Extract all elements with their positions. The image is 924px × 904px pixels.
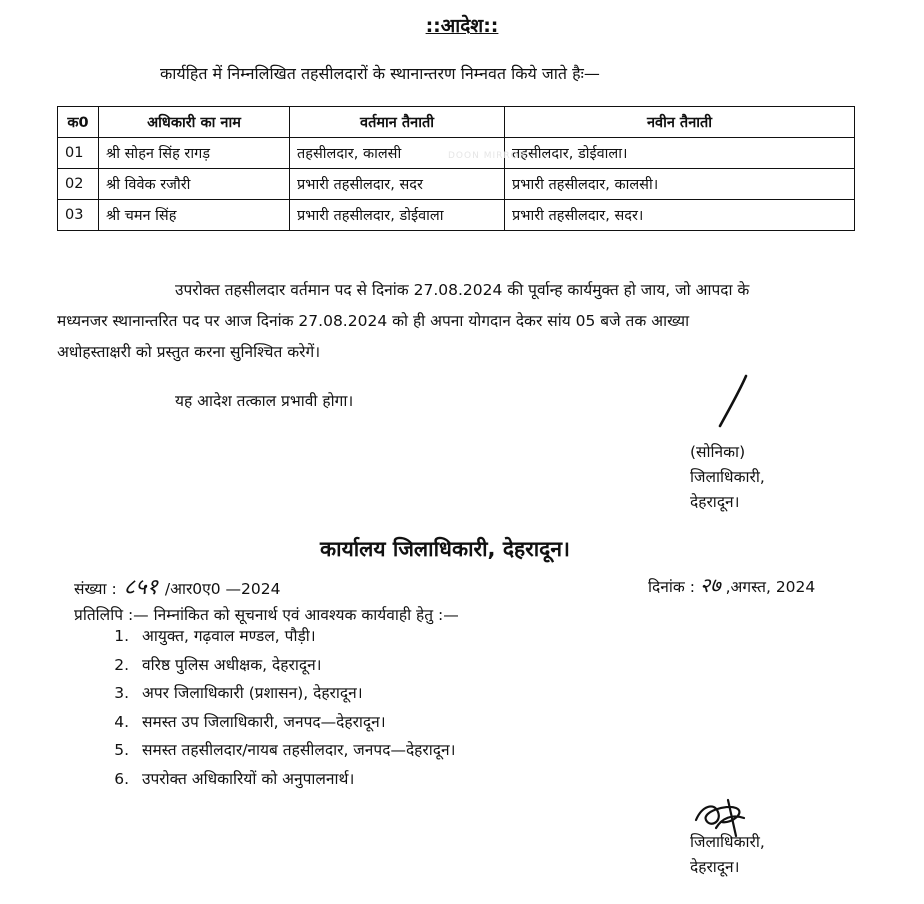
list-item: 1. आयुक्त, गढ़वाल मण्डल, पौड़ी। bbox=[134, 622, 734, 651]
cell-new-posting: प्रभारी तहसीलदार, कालसी। bbox=[505, 169, 855, 200]
cell-new-posting: तहसीलदार, डोईवाला। bbox=[505, 138, 855, 169]
order-intro: कार्यहित में निम्नलिखित तहसीलदारों के स्थानान्तरण निम्नवत किये जाते हैः— bbox=[160, 64, 600, 83]
signatory-block-2 bbox=[690, 830, 765, 880]
order-heading: ::आदेश:: bbox=[425, 15, 499, 37]
signatory-designation: जिलाधिकारी, bbox=[690, 468, 765, 486]
signature-mark bbox=[712, 374, 752, 430]
order-paragraph-line-1: उपरोक्त तहसीलदार वर्तमान पद से दिनांक 27.08.2024 की पूर्वान्ह कार्यमुक्त हो जाय, जो आपदा के bbox=[175, 281, 750, 299]
cell-current-posting: तहसीलदार, कालसी bbox=[290, 138, 505, 169]
signatory-block bbox=[690, 440, 765, 515]
list-item: 6. उपरोक्त अधिकारियों को अनुपालनार्थ। bbox=[134, 765, 734, 794]
date-label: दिनांक : bbox=[648, 578, 695, 596]
cell-current-posting: प्रभारी तहसीलदार, सदर bbox=[290, 169, 505, 200]
cell-officer-name: श्री चमन सिंह bbox=[99, 200, 290, 231]
table-row bbox=[58, 169, 855, 200]
cell-officer-name: श्री विवेक रजौरी bbox=[99, 169, 290, 200]
recipient-list bbox=[74, 622, 734, 793]
cell-new-posting: प्रभारी तहसीलदार, सदर। bbox=[505, 200, 855, 231]
order-paragraph-line-3: अधोहस्ताक्षरी को प्रस्तुत करना सुनिश्चित करेगें। bbox=[57, 343, 321, 361]
issue-date bbox=[648, 571, 815, 598]
list-item: 3. अपर जिलाधिकारी (प्रशासन), देहरादून। bbox=[134, 679, 734, 708]
list-item: 5. समस्त तहसीलदार/नायब तहसीलदार, जनपद—देहरादून। bbox=[134, 736, 734, 765]
signatory-name: (सोनिका) bbox=[690, 443, 746, 461]
cell-current-posting: प्रभारी तहसीलदार, डोईवाला bbox=[290, 200, 505, 231]
effective-statement: यह आदेश तत्काल प्रभावी होगा। bbox=[175, 392, 354, 410]
copy-to-intro: प्रतिलिपि :— निम्नांकित को सूचनार्थ एवं आवश्यक कार्यवाही हेतु :— bbox=[74, 606, 459, 624]
signatory-place: देहरादून। bbox=[690, 493, 740, 511]
header-serial: क0 bbox=[58, 107, 99, 138]
cell-serial: 01 bbox=[58, 138, 99, 169]
list-item: 2. वरिष्ठ पुलिस अधीक्षक, देहरादून। bbox=[134, 651, 734, 680]
order-paragraph-line-2: मध्यनजर स्थानान्तरित पद पर आज दिनांक 27.08.2024 को ही अपना योगदान देकर सांय 05 बजे तक आख्या bbox=[57, 312, 690, 330]
header-new-posting: नवीन तैनाती bbox=[505, 107, 855, 138]
reference-handwritten-number: ८५१ bbox=[123, 575, 158, 600]
cell-serial: 03 bbox=[58, 200, 99, 231]
header-current-posting: वर्तमान तैनाती bbox=[290, 107, 505, 138]
header-officer-name: अधिकारी का नाम bbox=[99, 107, 290, 138]
date-suffix: ,अगस्त, 2024 bbox=[725, 578, 816, 596]
cell-serial: 02 bbox=[58, 169, 99, 200]
office-title: कार्यालय जिलाधिकारी, देहरादून। bbox=[320, 537, 570, 561]
reference-label: संख्या : bbox=[74, 580, 117, 598]
list-item: 4. समस्त उप जिलाधिकारी, जनपद—देहरादून। bbox=[134, 708, 734, 737]
table-header-row bbox=[58, 107, 855, 138]
reference-suffix: /आर0ए0 —2024 bbox=[164, 580, 281, 598]
table-row bbox=[58, 200, 855, 231]
reference-number bbox=[74, 571, 280, 601]
signatory-place-2: देहरादून। bbox=[690, 858, 740, 876]
transfer-table bbox=[57, 106, 855, 231]
cell-officer-name: श्री सोहन सिंह रागड़ bbox=[99, 138, 290, 169]
watermark: DOON MIRROR bbox=[448, 151, 526, 161]
date-handwritten-day: २७ bbox=[699, 573, 721, 597]
signatory-designation-2: जिलाधिकारी, bbox=[690, 833, 765, 851]
